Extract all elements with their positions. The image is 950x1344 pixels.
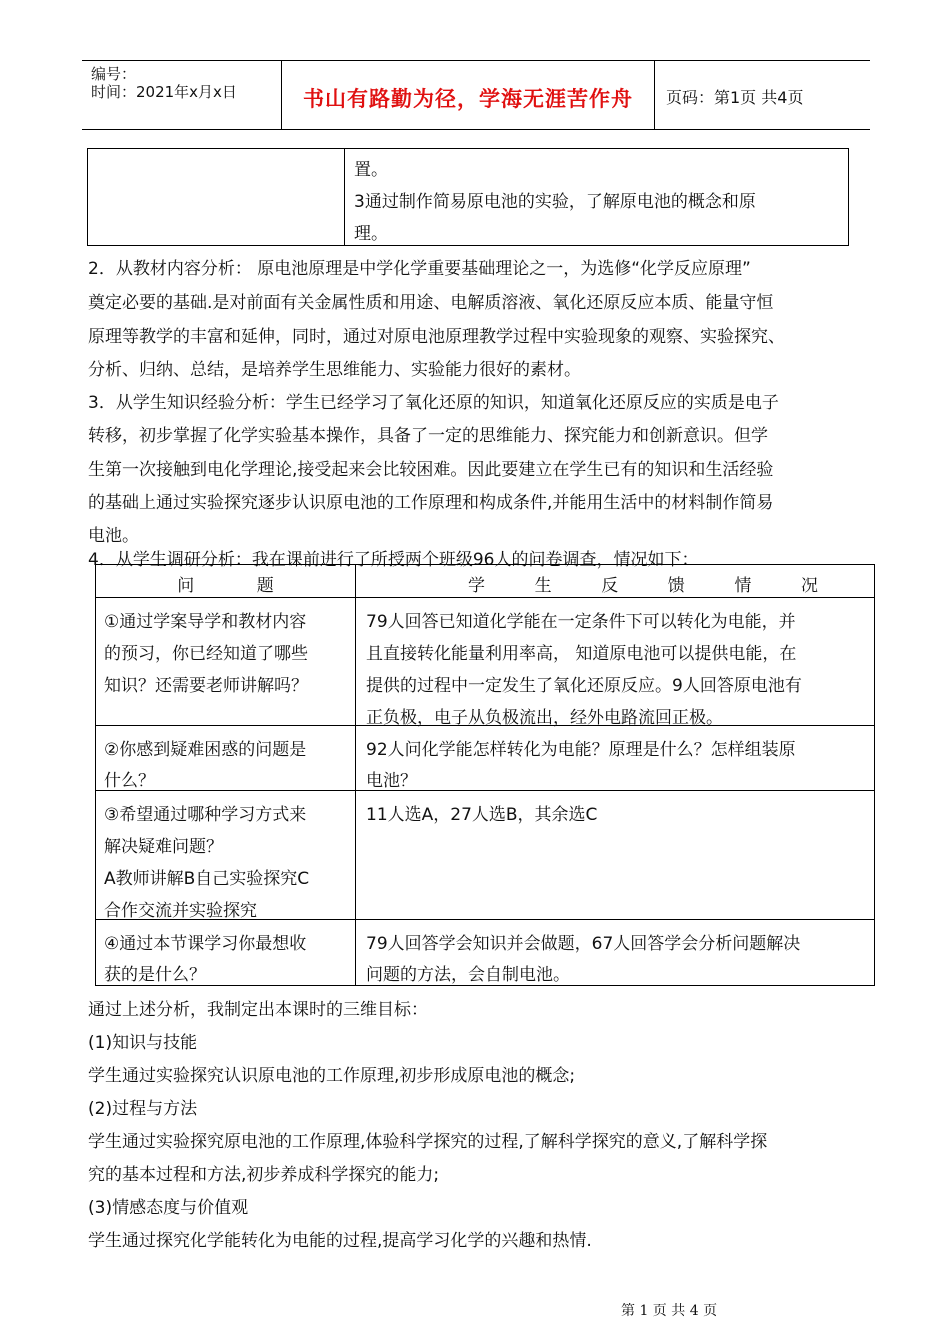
objectives-table-fragment xyxy=(87,148,849,246)
header-char: 况 xyxy=(800,576,818,596)
goals-line: (1)知识与技能 xyxy=(88,1033,198,1053)
question-line: 解决疑难问题？ xyxy=(104,837,223,857)
row-divider xyxy=(96,597,874,598)
question-line: 知识？还需要老师讲解吗？ xyxy=(104,676,308,696)
question-line: A教师讲解B自己实验探究C xyxy=(104,869,310,889)
question-line: 的预习，你已经知道了哪些 xyxy=(104,644,308,664)
goals-line: 学生通过探究化学能转化为电能的过程,提高学习化学的兴趣和热情. xyxy=(88,1231,592,1251)
question-line: 什么？ xyxy=(104,771,155,791)
motto-text: 书山有路勤为径，学海无涯苦作舟 xyxy=(303,87,633,111)
goals-line: 学生通过实验探究原电池的工作原理,体验科学探究的过程,了解科学探究的意义,了解科学探 xyxy=(88,1132,768,1152)
answer-line: 且直接转化能量利用率高， 知道原电池可以提供电能，在 xyxy=(366,644,797,664)
answer-line: 11人选A，27人选B，其余选C xyxy=(366,805,598,825)
header-char: 反 xyxy=(601,576,619,596)
header-question xyxy=(96,571,355,596)
goals-line: (3)情感态度与价值观 xyxy=(88,1198,249,1218)
question-line: ④通过本节课学习你最想收 xyxy=(104,934,307,954)
question-line: ①通过学案导学和教材内容 xyxy=(104,612,307,632)
section-3-line: 电池。 xyxy=(88,526,139,546)
table-line: 置。 xyxy=(354,160,388,180)
header-char: 问 xyxy=(177,576,195,596)
answer-line: 92人问化学能怎样转化为电能？原理是什么？怎样组装原 xyxy=(366,740,796,760)
table-line: 3通过制作简易原电池的实验，了解原电池的概念和原 xyxy=(354,192,756,212)
header-char: 题 xyxy=(256,576,274,596)
question-line: 获的是什么？ xyxy=(104,965,206,985)
column-divider xyxy=(344,149,345,245)
column-divider xyxy=(355,565,356,985)
section-3-line: 转移，初步掌握了化学实验基本操作，具备了一定的思维能力、探究能力和创新意识。但学 xyxy=(88,426,768,446)
question-line: 合作交流并实验探究 xyxy=(104,901,257,921)
header-char: 馈 xyxy=(667,576,685,596)
page-info: 页码：第1页 共4页 xyxy=(666,88,804,107)
document-number-label: 编号： xyxy=(91,65,137,83)
goals-line: (2)过程与方法 xyxy=(88,1099,198,1119)
header-feedback xyxy=(356,571,874,596)
section-3-line: 的基础上通过实验探究逐步认识原电池的工作原理和构成条件,并能用生活中的材料制作简易 xyxy=(88,493,774,513)
answer-line: 79人回答已知道化学能在一定条件下可以转化为电能，并 xyxy=(366,612,796,632)
header-char: 生 xyxy=(534,576,552,596)
page-header xyxy=(82,60,870,130)
goals-line: 究的基本过程和方法,初步养成科学探究的能力; xyxy=(88,1165,440,1185)
table-line: 理。 xyxy=(354,224,388,244)
section-2-line: 原理等教学的丰富和延伸，同时，通过对原电池原理教学过程中实验现象的观察、实验探究、 xyxy=(88,327,785,347)
answer-line: 电池？ xyxy=(366,771,417,791)
header-meta xyxy=(82,61,280,129)
goals-line: 通过上述分析，我制定出本课时的三维目标： xyxy=(88,1000,428,1020)
section-4-intro: 4．从学生调研分析：我在课前进行了所授两个班级96人的问卷调查，情况如下： xyxy=(88,550,699,570)
section-2-line: 奠定必要的基础.是对前面有关金属性质和用途、电解质溶液、氧化还原反应本质、能量守恒 xyxy=(88,293,774,313)
question-line: ②你感到疑难困惑的问题是 xyxy=(104,740,307,760)
row-divider xyxy=(96,790,874,791)
header-page-cell xyxy=(654,61,870,129)
page-footer: 第 1 页 共 4 页 xyxy=(621,1303,718,1319)
section-2-line: 分析、归纳、总结，是培养学生思维能力、实验能力很好的素材。 xyxy=(88,360,581,380)
answer-line: 提供的过程中一定发生了氧化还原反应。9人回答原电池有 xyxy=(366,676,802,696)
section-2-line: 2．从教材内容分析： 原电池原理是中学化学重要基础理论之一，为选修“化学反应原理” xyxy=(88,259,751,279)
answer-line: 正负极，电子从负极流出，经外电路流回正极。 xyxy=(366,708,723,728)
section-3-line: 生第一次接触到电化学理论,接受起来会比较困难。因此要建立在学生已有的知识和生活经验 xyxy=(88,460,774,480)
document-time-label: 时间：2021年x月x日 xyxy=(91,83,237,101)
answer-line: 79人回答学会知识并会做题，67人回答学会分析问题解决 xyxy=(366,934,801,954)
header-char: 情 xyxy=(734,576,752,596)
header-char: 学 xyxy=(468,576,485,596)
answer-line: 问题的方法，会自制电池。 xyxy=(366,965,570,985)
header-motto-cell xyxy=(281,61,655,129)
goals-line: 学生通过实验探究认识原电池的工作原理,初步形成原电池的概念; xyxy=(88,1066,576,1086)
survey-table xyxy=(95,564,875,986)
question-line: ③希望通过哪种学习方式来 xyxy=(104,805,307,825)
section-3-line: 3．从学生知识经验分析：学生已经学习了氧化还原的知识，知道氧化还原反应的实质是电子 xyxy=(88,393,779,413)
